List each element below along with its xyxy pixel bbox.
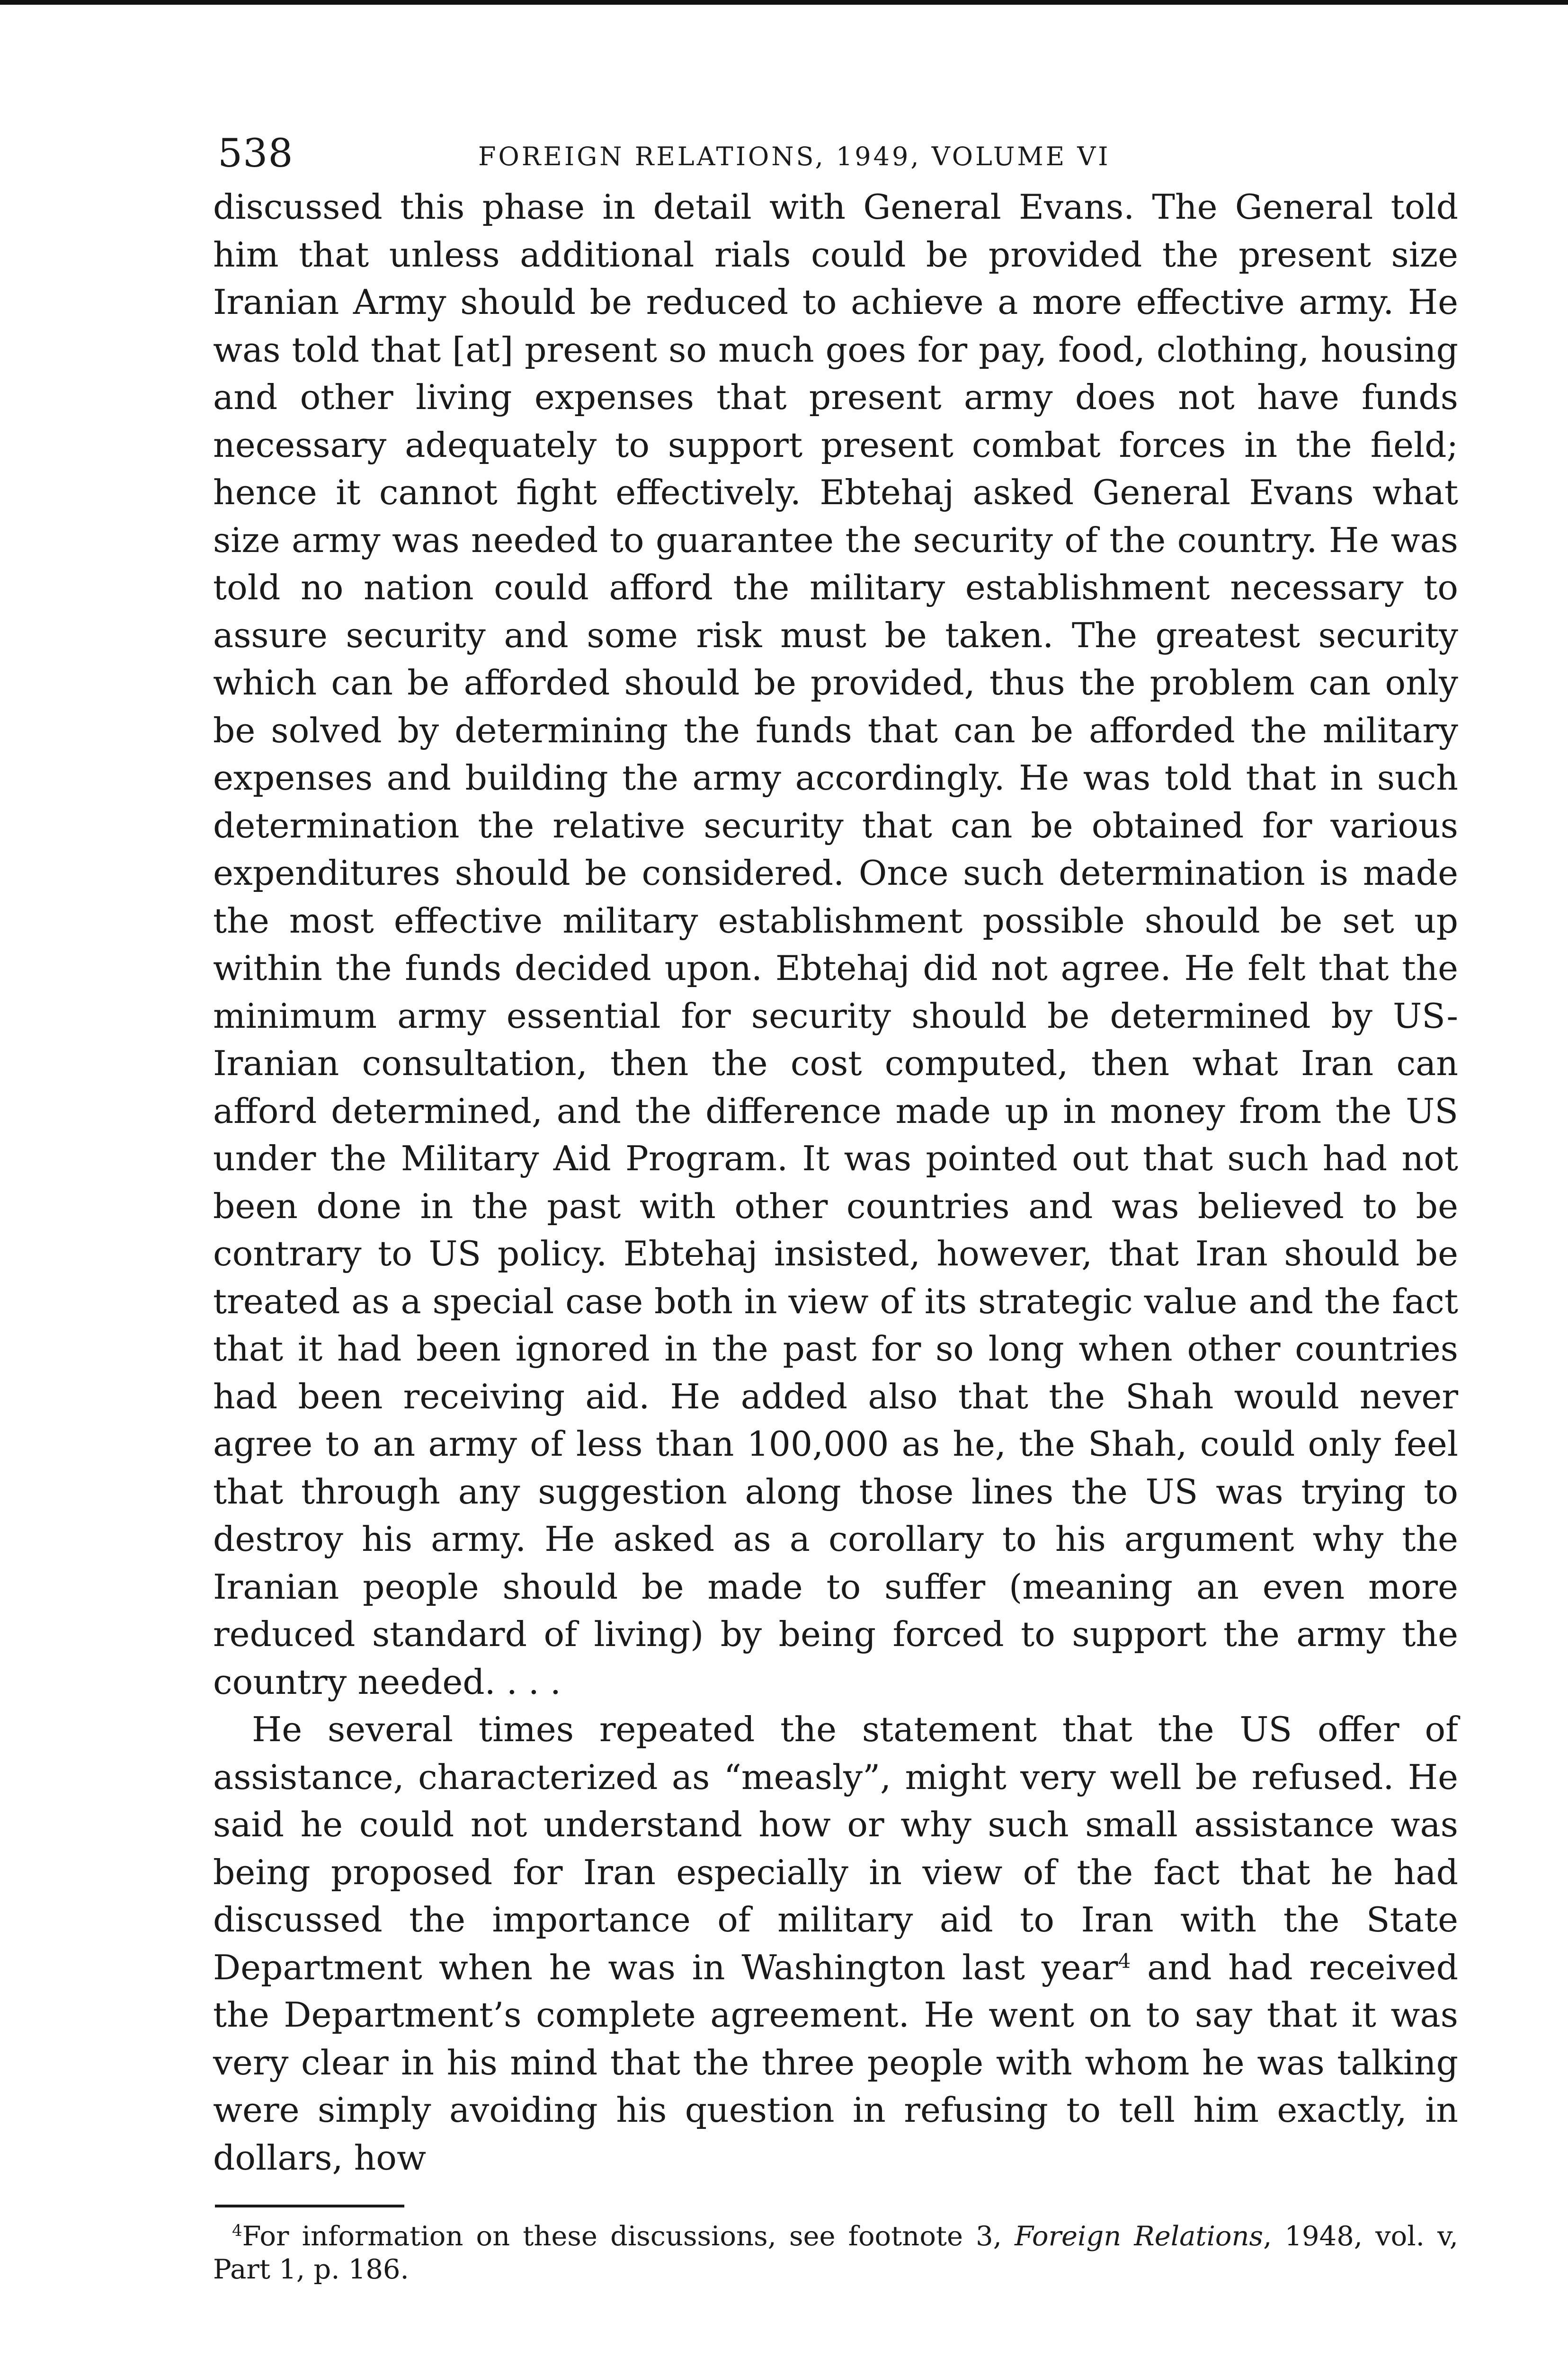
footnote-separator-rule (215, 2205, 404, 2207)
footnote-4 (213, 2220, 1458, 2286)
running-title: FOREIGN RELATIONS, 1949, VOLUME VI (478, 142, 1111, 171)
document-page (213, 128, 1458, 2286)
footnote-marker: 4 (232, 2221, 242, 2240)
body-text (213, 184, 1458, 2182)
footnote-text-before-title: For information on these discussions, see footnote 3, (242, 2220, 1015, 2252)
body-paragraph-1: discussed this phase in detail with General Evans. The General told him that unless additional rials could be provided the present size Iranian Army should be reduced to achieve a more effective army. He was told that [at] present so much goes for pay, food, clothing, housing and other living expenses that present army does not have funds necessary adequately to support present combat forces in the field; hence it cannot fight effectively. Ebtehaj asked General Evans what size army was needed to guarantee the security of the country. He was told no nation could afford the military establishment necessary to assure security and some risk must be taken. The greatest security which can be afforded should be provided, thus the problem can only be solved by determining the funds that can be afforded the military expenses and building the army accordingly. He was told that in such determination the relative security that can be obtained for various expenditures should be considered. Once such determination is made the most effective military establishment possible should be set up within the funds decided upon. Ebtehaj did not agree. He felt that the minimum army essential for security should be determined by US-Iranian consultation, then the cost computed, then what Iran can afford determined, and the difference made up in money from the US under the Military Aid Program. It was pointed out that such had not been done in the past with other countries and was believed to be contrary to US policy. Ebtehaj insisted, however, that Iran should be treated as a special case both in view of its strategic value and the fact that it had been ignored in the past for so long when other countries had been receiving aid. He added also that the Shah would never agree to an army of less than 100,000 as he, the Shah, could only feel that through any suggestion along those lines the US was trying to destroy his army. He asked as a corollary to his argument why the Iranian people should be made to suffer (meaning an even more reduced standard of living) by being forced to support the army the country needed. . . . (213, 187, 1458, 1702)
footnote-text-after-title: , 1948, vol. v, Part 1, p. 186. (213, 2220, 1459, 2285)
body-paragraph-2 (213, 1706, 1458, 2182)
running-head (213, 128, 1458, 180)
top-edge-rule (0, 0, 1568, 5)
page-number: 538 (218, 131, 294, 176)
footnote-reference-4: 4 (1118, 1949, 1131, 1973)
paragraph-2-text-after-note: and had received the Department’s complete agreement. He went on to say that it was very clear in his mind that the three people with whom he was talking were simply avoiding his question in refusing to tell him exactly, in dollars, how (213, 1948, 1458, 2178)
footnote-cited-title: Foreign Relations (1015, 2220, 1264, 2252)
paragraph-2-text-before-note: He several times repeated the statement that the US offer of assistance, characterized as “measly”, might very well be refused. He said he could not understand how or why such small assistance was being proposed for Iran especially in view of the fact that he had discussed the importance of military aid to Iran with the State Department when he was in Washington last year (213, 1710, 1458, 1988)
